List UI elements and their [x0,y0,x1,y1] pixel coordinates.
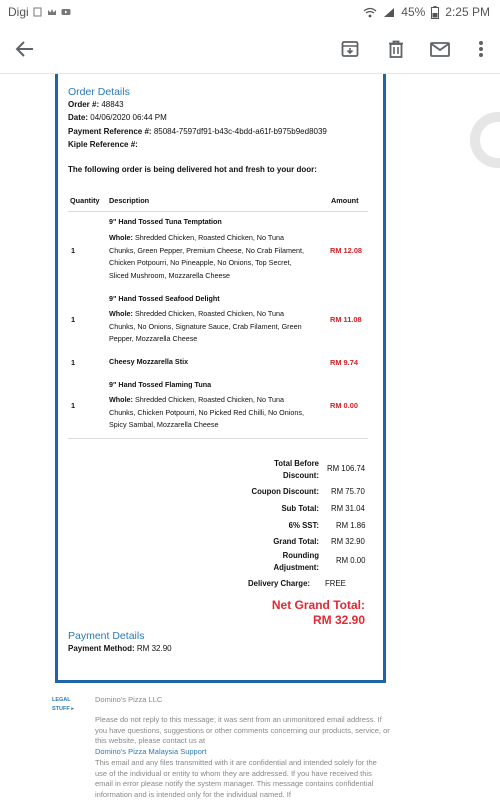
kiple-reference-line [68,140,138,149]
notification-crown-icon [47,7,57,17]
more-icon [478,39,484,59]
date-label: Date: [68,113,89,122]
delete-icon [386,39,406,59]
app-bar [0,24,500,74]
item-title: 9" Hand Tossed Flaming Tuna [109,380,212,389]
label-line: Discount: [283,471,319,480]
rounding-adjustment-value: RM 0.00 [336,556,366,565]
kiple-reference-label: Kiple Reference #: [68,140,138,149]
amount-header: Amount [331,196,359,205]
delivery-charge-value: FREE [325,579,346,588]
desc-line: Sliced Mushroom, Mozzarella Cheese [109,270,231,280]
order-number-label: Order #: [68,100,100,109]
whole-label: Whole: [109,395,133,404]
coupon-discount-value: RM 75.70 [331,487,365,496]
item-description [109,232,321,282]
scroll-indicator [470,112,500,168]
desc-line: Chunks, Chicken Potpourri, No Picked Red Chilli, No Onions, [109,407,304,417]
item-title: 9" Hand Tossed Seafood Delight [109,294,220,303]
item-title: 9" Hand Tossed Tuna Temptation [109,217,222,226]
desc-line: Pepper, Mozzarella Cheese [109,334,198,343]
mail-icon [429,39,451,59]
youtube-icon [61,7,71,17]
desc-line: Spicy Sambal, Mozzarella Cheese [109,420,219,429]
item-description [109,394,321,432]
email-footer [0,690,500,800]
legal-stuff-link[interactable] [52,696,92,714]
date-value: 04/06/2020 06:44 PM [90,113,167,122]
item-description [109,308,321,346]
carrier-name: Digi [8,5,29,19]
order-number-value: 48843 [101,100,124,109]
sst-label: 6% SST: [288,521,319,530]
header-divider [68,211,368,212]
payment-details-title: Payment Details [68,630,145,642]
more-options-button[interactable] [468,36,494,62]
back-button[interactable] [12,36,38,62]
sst-value: RM 1.86 [336,521,366,530]
legal-line: LEGAL [52,697,71,703]
desc-line: Chicken Potpourri, No Pineapple, No Onions, Top Secret, [109,258,292,267]
order-details-title: Order Details [68,86,130,98]
desc-line: Chunks, No Onions, Signature Sauce, Crab Filament, Green [109,321,302,331]
payment-reference-value: 85084-7597df91-b43c-4bdd-a61f-b975b9ed8039 [153,127,327,136]
subtotal-value: RM 31.04 [331,504,365,513]
battery-percent: 45% [401,5,426,19]
order-number-line [68,100,124,109]
desc-line: Chunks, Green Pepper, Premium Cheese, No Crab Filament, [109,245,304,255]
desc-line: Shredded Chicken, Roasted Chicken, No Tuna [134,309,284,318]
label-line: Total Before [274,459,319,468]
net-grand-total-label: Net Grand Total: [271,598,365,612]
delivery-intro: The following order is being delivered hot and fresh to your door: [68,165,317,174]
signal-icon [383,7,395,18]
sim-icon [33,7,43,17]
grand-total-label: Grand Total: [273,537,319,546]
delete-button[interactable] [383,36,409,62]
mark-unread-button[interactable] [427,36,453,62]
date-line [68,113,167,122]
total-before-discount-value: RM 106.74 [327,464,366,473]
grand-total-value: RM 32.90 [331,537,365,546]
payment-reference-label: Payment Reference #: [68,127,152,136]
item-quantity: 1 [71,401,76,410]
company-name: Domino's Pizza LLC [95,695,163,704]
whole-label: Whole: [109,309,133,318]
item-amount: RM 12.08 [330,246,363,255]
subtotal-label: Sub Total: [281,504,319,513]
rounding-adjustment-label [274,550,319,574]
confidentiality-notice: This email and any files transmitted with it are confidential and intended solely for the use of the individual or entity to whom they are addressed. If you have received this email in error please notify the system manager. This message contains confidential information and is intended only for the individual named. If [95,758,377,799]
wifi-icon [363,7,377,18]
net-grand-total-value: RM 32.90 [312,613,365,627]
coupon-discount-label: Coupon Discount: [251,487,319,496]
items-divider [68,438,368,439]
email-body [55,74,386,683]
description-header: Description [109,196,150,205]
payment-method-value: RM 32.90 [136,644,172,653]
status-time: 2:25 PM [445,5,490,19]
archive-button[interactable] [337,36,363,62]
legal-line: STUFF ▸ [52,706,75,712]
delivery-charge-label: Delivery Charge: [248,579,310,588]
item-amount: RM 9.74 [330,358,358,367]
quantity-header: Quantity [70,196,100,205]
label-line: Adjustment: [273,563,319,572]
archive-icon [340,39,360,59]
payment-method-line [68,644,172,653]
battery-icon [431,6,439,19]
no-reply-notice: Please do not reply to this message; it was sent from an unmonitored email address. If you have questions, suggestions or other comments concerning our products, service, or this website, please contact us at [95,715,390,745]
desc-line: Shredded Chicken, Roasted Chicken, No Tuna [134,395,284,404]
payment-reference-line [68,127,327,136]
total-before-discount-label [274,458,319,482]
item-amount: RM 11.08 [330,315,362,324]
label-line: Rounding [282,551,319,560]
item-amount: RM 0.00 [330,401,358,410]
support-link[interactable]: Domino's Pizza Malaysia Support [95,747,207,756]
desc-line: Shredded Chicken, Roasted Chicken, No Tuna [134,233,284,242]
item-quantity: 1 [71,358,76,367]
item-title: Cheesy Mozzarella Stix [109,357,189,366]
payment-method-label: Payment Method: [68,644,135,653]
status-bar [0,0,500,24]
item-quantity: 1 [71,315,76,324]
item-quantity: 1 [71,246,76,255]
back-arrow-icon [15,39,35,59]
whole-label: Whole: [109,233,133,242]
